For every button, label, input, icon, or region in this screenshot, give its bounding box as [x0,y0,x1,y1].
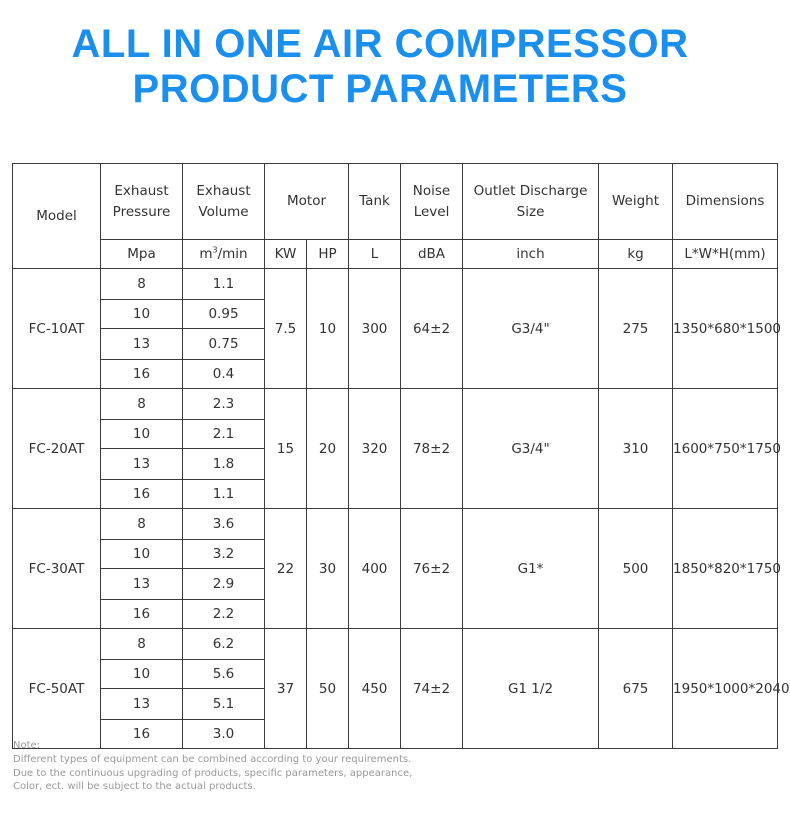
volume-cell: 2.3 [183,389,265,420]
pressure-cell: 10 [101,660,183,689]
unit-kw: KW [265,240,307,269]
pressure-cell: 8 [101,509,183,540]
header-noise-level: Noise Level [401,164,463,240]
pressure-cell: 10 [101,420,183,449]
page-title-line-2: PRODUCT PARAMETERS [132,67,628,111]
dimensions-cell: 1950*1000*2040 [673,629,778,749]
hp-cell: 50 [307,629,349,749]
note-label: Note: [13,740,41,751]
volume-cell: 1.8 [183,449,265,480]
weight-cell: 675 [599,629,673,749]
page-title-line-1: ALL IN ONE AIR COMPRESSOR [71,22,689,66]
noise-cell: 74±2 [401,629,463,749]
tank-cell: 320 [349,389,401,509]
hp-cell: 30 [307,509,349,629]
header-tank: Tank [349,164,401,240]
volume-cell: 0.75 [183,329,265,360]
volume-cell: 6.2 [183,629,265,660]
note-line: Due to the continuous upgrading of products, specific parameters, appearance, [13,767,413,779]
unit-pressure: Mpa [101,240,183,269]
pressure-cell: 16 [101,480,183,509]
volume-cell: 5.6 [183,660,265,689]
pressure-cell: 16 [101,720,183,749]
kw-cell: 15 [265,389,307,509]
table-row [13,629,778,660]
weight-cell: 310 [599,389,673,509]
header-outlet: Outlet Discharge Size [463,164,599,240]
header-exhaust-volume: Exhaust Volume [183,164,265,240]
volume-cell: 3.0 [183,720,265,749]
table-row [13,509,778,540]
hp-cell: 20 [307,389,349,509]
pressure-cell: 13 [101,449,183,480]
volume-cell: 3.2 [183,540,265,569]
outlet-cell: G1* [463,509,599,629]
unit-hp: HP [307,240,349,269]
noise-cell: 76±2 [401,509,463,629]
volume-cell: 0.95 [183,300,265,329]
product-parameters-table [12,163,790,749]
header-model: Model [13,164,101,269]
unit-tank: L [349,240,401,269]
header-dimensions: Dimensions [673,164,778,240]
unit-volume: $m^3/\min$ [183,240,265,269]
weight-cell: 500 [599,509,673,629]
tank-cell: 300 [349,269,401,389]
pressure-cell: 8 [101,629,183,660]
dimensions-cell: 1600*750*1750 [673,389,778,509]
pressure-cell: 10 [101,540,183,569]
model-name-cell: FC-50AT [13,629,101,749]
footnote [13,739,412,794]
volume-cell: 5.1 [183,689,265,720]
pressure-cell: 8 [101,269,183,300]
model-name-cell: FC-30AT [13,509,101,629]
unit-noise: dBA [401,240,463,269]
outlet-cell: G3/4" [463,389,599,509]
volume-cell: 0.4 [183,360,265,389]
kw-cell: 7.5 [265,269,307,389]
unit-weight: kg [599,240,673,269]
weight-cell: 275 [599,269,673,389]
pressure-cell: 8 [101,389,183,420]
header-motor: Motor [265,164,349,240]
kw-cell: 37 [265,629,307,749]
note-line: Color, ect. will be subject to the actual products. [13,781,256,793]
dimensions-cell: 1350*680*1500 [673,269,778,389]
table-row [13,269,778,300]
noise-cell: 78±2 [401,389,463,509]
noise-cell: 64±2 [401,269,463,389]
unit-dimensions: L*W*H(mm) [673,240,778,269]
pressure-cell: 16 [101,360,183,389]
table-row [13,389,778,420]
note-line: Different types of equipment can be combined according to your requirements. [13,753,412,765]
kw-cell: 22 [265,509,307,629]
model-name-cell: FC-10AT [13,269,101,389]
pressure-cell: 13 [101,569,183,600]
hp-cell: 10 [307,269,349,389]
pressure-cell: 13 [101,329,183,360]
volume-cell: 2.9 [183,569,265,600]
header-weight: Weight [599,164,673,240]
volume-cell: 1.1 [183,480,265,509]
header-row [13,164,778,240]
pressure-cell: 16 [101,600,183,629]
tank-cell: 450 [349,629,401,749]
pressure-cell: 13 [101,689,183,720]
unit-outlet: inch [463,240,599,269]
outlet-cell: G3/4" [463,269,599,389]
model-name-cell: FC-20AT [13,389,101,509]
volume-cell: 3.6 [183,509,265,540]
volume-cell: 2.2 [183,600,265,629]
header-exhaust-pressure: Exhaust Pressure [101,164,183,240]
volume-cell: 2.1 [183,420,265,449]
volume-cell: 1.1 [183,269,265,300]
outlet-cell: G1 1/2 [463,629,599,749]
dimensions-cell: 1850*820*1750 [673,509,778,629]
pressure-cell: 10 [101,300,183,329]
unit-row [13,240,778,269]
tank-cell: 400 [349,509,401,629]
